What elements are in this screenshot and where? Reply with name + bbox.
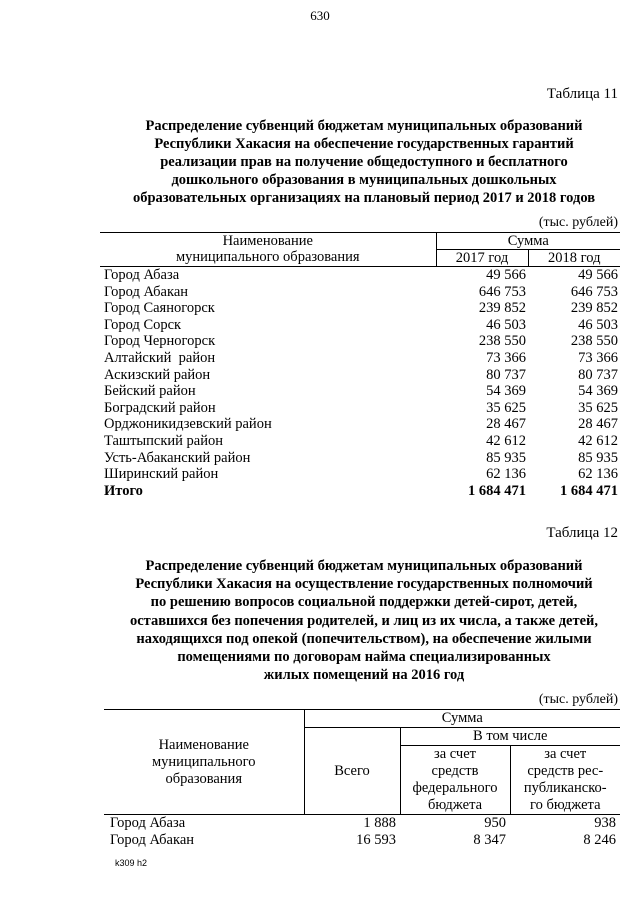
row-name: Орджоникидзевский район xyxy=(104,416,272,433)
header-republic-line: за счет xyxy=(544,746,587,762)
row-2017: 239 852 xyxy=(478,300,526,317)
row-2018: 85 935 xyxy=(578,449,618,466)
title-line: реализации прав на получение общедоступного и бесплатного xyxy=(160,154,568,170)
table-12 xyxy=(104,709,620,849)
table-row xyxy=(100,450,620,467)
header-name-line: Наименование xyxy=(158,736,249,753)
header-name xyxy=(104,710,304,815)
row-2018: 49 566 xyxy=(578,267,618,283)
row-2017: 35 625 xyxy=(486,399,526,416)
header-federal-line: федерального xyxy=(412,780,498,796)
row-2017: 42 612 xyxy=(486,432,526,449)
header-republic-line: го бюджета xyxy=(529,797,601,813)
table-12-units: (тыс. рублей) xyxy=(538,692,618,707)
row-2018: 54 369 xyxy=(578,383,618,400)
row-name: Таштыпский район xyxy=(104,432,224,449)
row-name: Город Черногорск xyxy=(104,333,216,350)
header-name-line1: Наименование xyxy=(222,233,313,249)
row-name: Город Абаза xyxy=(104,267,180,283)
table-row xyxy=(104,815,620,833)
title-line: Распределение субвенций бюджетам муниципальных образований xyxy=(145,558,583,574)
title-line: по решению вопросов социальной поддержки детей-сирот, детей, xyxy=(150,594,578,611)
row-total: 1 888 xyxy=(363,815,396,831)
row-2018: 73 366 xyxy=(578,349,618,366)
row-name: Алтайский район xyxy=(104,349,216,366)
title-line: находящихся под опекой (попечительством), на обеспечение жилыми xyxy=(136,630,592,647)
table-12-label: Таблица 12 xyxy=(546,525,618,541)
header-republic-line: средств рес- xyxy=(527,763,604,779)
row-2018: 46 503 xyxy=(578,316,618,333)
title-line: Республики Хакасия на осуществление государственных полномочий xyxy=(135,576,593,593)
row-2018: 238 550 xyxy=(570,333,618,350)
table-row xyxy=(100,333,620,350)
title-line: оставшихся без попечения родителей, и лиц из их числа, а также детей, xyxy=(129,612,599,629)
row-name: Город Абаза xyxy=(110,815,186,831)
row-2017: 73 366 xyxy=(486,349,526,366)
title-line: образовательных организациях на плановый период 2017 и 2018 годов xyxy=(132,190,596,206)
row-2018: 62 136 xyxy=(578,466,618,483)
title-line: помещениями по договорам найма специализированных xyxy=(177,649,551,666)
table-row xyxy=(100,267,620,284)
header-sum: Сумма xyxy=(304,710,620,728)
table-row xyxy=(100,367,620,384)
table-row xyxy=(100,300,620,317)
row-name: Город Саяногорск xyxy=(104,300,215,317)
table-11-units: (тыс. рублей) xyxy=(538,215,618,230)
header-federal-line: бюджета xyxy=(427,797,483,813)
title-line: Республики Хакасия на обеспечение государственных гарантий xyxy=(154,136,574,152)
header-sum: Сумма xyxy=(436,233,620,250)
table-11-title xyxy=(96,117,632,207)
row-2017: 238 550 xyxy=(478,333,526,350)
row-2018: 35 625 xyxy=(578,399,618,416)
footer-code: k309 h2 xyxy=(115,858,148,868)
row-name: Бейский район xyxy=(104,383,196,400)
row-name: Город Абакан xyxy=(110,832,195,848)
header-2018: 2018 год xyxy=(528,250,620,267)
row-name: Аскизский район xyxy=(104,366,211,383)
table-row xyxy=(100,433,620,450)
title-line: жилых помещений на 2016 год xyxy=(263,667,465,684)
title-line: дошкольного образования в муниципальных дошкольных xyxy=(171,172,557,188)
row-federal: 8 347 xyxy=(473,832,506,848)
total-2018: 1 684 471 xyxy=(560,482,618,499)
table-11-label: Таблица 11 xyxy=(546,86,618,102)
header-federal xyxy=(400,746,510,815)
table-row xyxy=(104,832,620,849)
row-2017: 85 935 xyxy=(486,449,526,466)
row-federal: 950 xyxy=(484,815,506,831)
row-2018: 80 737 xyxy=(578,366,618,383)
row-name: Боградский район xyxy=(104,399,216,416)
table-12-title xyxy=(96,557,632,684)
row-2017: 46 503 xyxy=(486,316,526,333)
header-total: Всего xyxy=(304,728,400,815)
table-row xyxy=(100,350,620,367)
row-2018: 28 467 xyxy=(578,416,618,433)
row-2018: 239 852 xyxy=(570,300,618,317)
row-name: Усть-Абаканский район xyxy=(104,449,251,466)
row-name: Ширинский район xyxy=(104,466,219,483)
row-2017: 646 753 xyxy=(478,283,526,300)
header-republic xyxy=(510,746,620,815)
header-federal-line: за счет xyxy=(434,746,476,762)
table-row xyxy=(100,416,620,433)
row-2018: 42 612 xyxy=(578,432,618,449)
table-row xyxy=(100,284,620,301)
title-line: Распределение субвенций бюджетам муниципальных образований xyxy=(145,118,583,134)
table-row xyxy=(100,317,620,334)
total-2017: 1 684 471 xyxy=(468,482,526,499)
row-total: 16 593 xyxy=(356,832,396,848)
header-republic-line: публиканско- xyxy=(523,780,607,796)
header-name-line2: муниципального образования xyxy=(175,249,360,265)
row-2017: 28 467 xyxy=(486,416,526,433)
page-number: 630 xyxy=(310,8,330,23)
row-2017: 49 566 xyxy=(486,267,526,283)
row-republic: 8 246 xyxy=(583,832,616,848)
table-11 xyxy=(100,232,620,499)
row-2017: 54 369 xyxy=(486,383,526,400)
row-2018: 646 753 xyxy=(570,283,618,300)
header-name-line: муниципального xyxy=(152,753,256,770)
row-name: Город Абакан xyxy=(104,283,189,300)
row-2017: 80 737 xyxy=(486,366,526,383)
total-row xyxy=(100,483,620,500)
total-label: Итого xyxy=(104,482,143,499)
header-2017: 2017 год xyxy=(436,250,528,267)
row-2017: 62 136 xyxy=(486,466,526,483)
table-row xyxy=(100,400,620,417)
header-federal-line: средств xyxy=(431,763,479,779)
table-row xyxy=(100,466,620,483)
row-republic: 938 xyxy=(594,815,616,831)
row-name: Город Сорск xyxy=(104,316,182,333)
header-name-line: образования xyxy=(165,770,242,787)
header-name xyxy=(100,233,436,267)
header-including: В том числе xyxy=(400,728,620,746)
table-row xyxy=(100,383,620,400)
